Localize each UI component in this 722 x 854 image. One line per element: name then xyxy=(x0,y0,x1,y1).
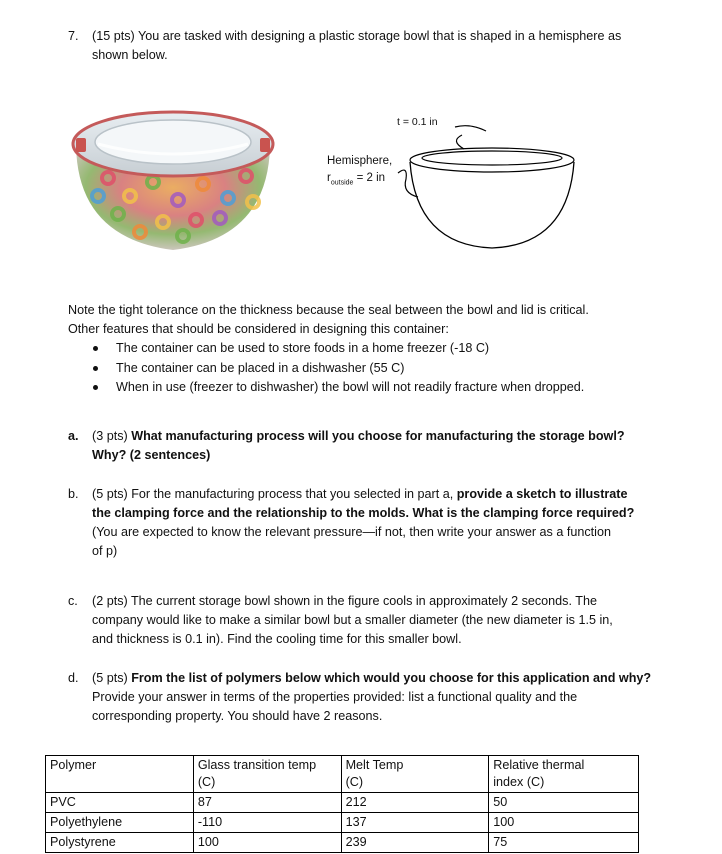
header-relative-thermal-index: Relative thermal index (C) xyxy=(489,756,639,793)
part-c-letter: c. xyxy=(68,594,78,608)
part-a-line2: Why? (2 sentences) xyxy=(92,448,211,462)
table-row xyxy=(46,793,639,813)
bullet-item: The container can be placed in a dishwasher (55 C) xyxy=(116,361,405,375)
bullet-icon xyxy=(93,366,98,371)
part-c-line1: (2 pts) The current storage bowl shown in the figure cools in approximately 2 seconds. The xyxy=(92,594,597,608)
cell-polymer: PVC xyxy=(46,793,194,813)
header-glass-transition: Glass transition temp (C) xyxy=(193,756,341,793)
cell-tg: 100 xyxy=(193,833,341,853)
part-d-line1: (5 pts) From the list of polymers below which would you choose for this application and why? xyxy=(92,671,652,685)
polymer-table xyxy=(45,755,639,853)
cell-polymer: Polystyrene xyxy=(46,833,194,853)
table-row xyxy=(46,813,639,833)
note-line2: Other features that should be considered in designing this container: xyxy=(68,322,449,336)
cell-tg: -110 xyxy=(193,813,341,833)
table-row xyxy=(46,833,639,853)
cell-polymer: Polyethylene xyxy=(46,813,194,833)
radius-label xyxy=(327,169,385,192)
bullet-item: When in use (freezer to dishwasher) the bowl will not readily fracture when dropped. xyxy=(116,380,585,394)
part-b-line3: (You are expected to know the relevant pressure—if not, then write your answer as a function xyxy=(92,525,611,539)
thickness-label: t = 0.1 in xyxy=(397,116,438,128)
note-line1: Note the tight tolerance on the thickness because the seal between the bowl and lid is critical. xyxy=(68,303,589,317)
question-intro-line1: (15 pts) You are tasked with designing a plastic storage bowl that is shaped in a hemisphere as xyxy=(92,29,622,43)
radius-symbol: r xyxy=(327,172,331,184)
question-intro-line2: shown below. xyxy=(92,48,168,62)
part-a-points: (3 pts) xyxy=(92,429,128,443)
cell-rti: 75 xyxy=(489,833,639,853)
part-d-letter: d. xyxy=(68,671,79,685)
part-b-line2: the clamping force and the relationship to the molds. What is the clamping force required? xyxy=(92,506,635,520)
cell-tm: 212 xyxy=(341,793,489,813)
radius-subscript: outside xyxy=(330,179,354,187)
part-b-line4: of p) xyxy=(92,544,118,558)
table-header-row xyxy=(46,756,639,793)
cell-rti: 100 xyxy=(489,813,639,833)
part-a-letter: a. xyxy=(68,429,79,443)
part-d-line3: corresponding property. You should have 2 reasons. xyxy=(92,709,383,723)
cell-tm: 239 xyxy=(341,833,489,853)
cell-tg: 87 xyxy=(193,793,341,813)
part-a-question: What manufacturing process will you choose for manufacturing the storage bowl? xyxy=(131,429,625,443)
bullet-icon xyxy=(93,346,98,351)
bowl-photo xyxy=(68,98,278,258)
header-polymer: Polymer xyxy=(46,756,194,793)
cell-tm: 137 xyxy=(341,813,489,833)
part-d-line2: Provide your answer in terms of the properties provided: list a functional quality and the xyxy=(92,690,578,704)
radius-value: = 2 in xyxy=(356,172,386,184)
bullet-icon xyxy=(93,385,98,390)
shape-label: Hemisphere, xyxy=(327,155,393,167)
cell-rti: 50 xyxy=(489,793,639,813)
bullet-item: The container can be used to store foods in a home freezer (-18 C) xyxy=(116,341,490,355)
part-b-line1: (5 pts) For the manufacturing process that you selected in part a, provide a sketch to illustrate xyxy=(92,487,628,501)
part-a-line1 xyxy=(92,427,625,446)
part-c-line2: company would like to make a similar bowl but a smaller diameter (the new diameter is 1.5 in, xyxy=(92,613,613,627)
question-number: 7. xyxy=(68,29,79,43)
header-melt-temp: Melt Temp (C) xyxy=(341,756,489,793)
part-b-letter: b. xyxy=(68,487,79,501)
part-c-line3: and thickness is 0.1 in). Find the cooling time for this smaller bowl. xyxy=(92,632,462,646)
